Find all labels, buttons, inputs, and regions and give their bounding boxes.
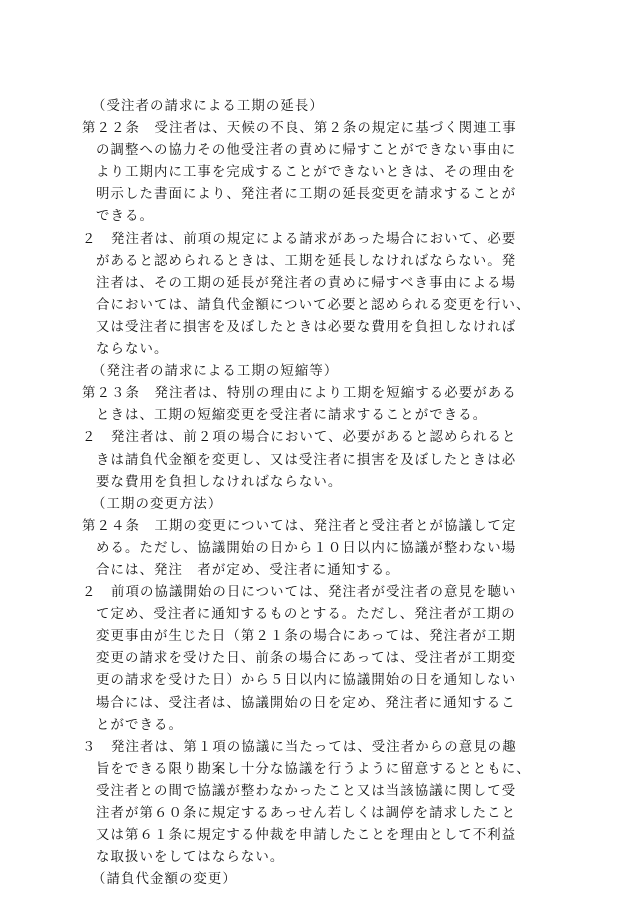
article-24-para-3-line: 受注者との間で協議が整わなかったこと又は当該協議に関して受	[96, 783, 517, 799]
article-23-para-2-line: 要な費用を負担しなければならない。	[96, 474, 343, 490]
article-24-para-3-line: 旨をできる限り勘案し十分な協議を行うように留意するとともに、	[96, 761, 531, 777]
article-23-para-2-line: ２ 発注者は、前２項の場合において、必要があると認められると	[82, 430, 517, 446]
article-24-para-2-line: 更の請求を受けた日）から５日以内に協議開始の日を通知しない	[96, 673, 517, 689]
caption-article-23: （発注者の請求による工期の短縮等）	[92, 364, 339, 380]
article-24-para-3-line: 又は第６１条に規定する仲裁を申請したことを理由として不利益	[96, 828, 517, 844]
caption-article-24: （工期の変更方法）	[92, 496, 223, 512]
article-24-para-2-line: て定め、受注者に通知するものとする。ただし、発注者が工期の	[96, 607, 516, 623]
article-22-para-2-line: ２ 発注者は、前項の規定による請求があった場合において、必要	[82, 231, 517, 247]
caption-article-22: （受注者の請求による工期の延長）	[92, 99, 324, 114]
article-24-para-2-line: 変更事由が生じた日（第２１条の場合にあっては、発注者が工期	[96, 629, 517, 645]
article-24-para-3-line: ３ 発注者は、第１項の協議に当たっては、受注者からの意見の趣	[82, 739, 517, 755]
article-22-line: 第２２条 受注者は、天候の不良、第２条の規定に基づく関連工事	[82, 121, 517, 137]
article-24-para-3-line: 注者が第６０条に規定するあっせん若しくは調停を請求したこと	[96, 806, 517, 821]
article-24-line: 第２４条 工期の変更については、発注者と受注者とが協議して定	[82, 518, 517, 534]
article-23-para-2-line: きは請負代金額を変更し、又は受注者に損害を及ぼしたときは必	[96, 452, 517, 468]
article-22-line: より工期内に工事を完成することができないときは、その理由を	[96, 165, 517, 181]
article-22-para-2-line: があると認められるときは、工期を延長しなければならない。発	[96, 253, 517, 269]
article-24-para-2-line: ２ 前項の協議開始の日については、発注者が受注者の意見を聴い	[82, 585, 517, 601]
contract-page	[0, 96, 630, 891]
article-22-para-2-line: 合においては、請負代金額について必要と認められる変更を行い、	[96, 297, 531, 313]
article-22-line: 明示した書面により、発注者に工期の延長変更を請求することが	[96, 187, 517, 203]
article-24-para-2-line: 場合には、受注者は、協議開始の日を定め、発注者に通知するこ	[96, 695, 516, 711]
article-22-line: の調整への協力その他受注者の責めに帰すことができない事由に	[96, 143, 517, 159]
article-24-line: 合には、発注 者が定め、受注者に通知する。	[96, 562, 400, 578]
caption-article-25: （請負代金額の変更）	[92, 872, 237, 888]
article-22-para-2-line: ならない。	[96, 342, 169, 358]
article-24-para-2-line: 変更の請求を受けた日、前条の場合にあっては、受注者が工期変	[96, 651, 517, 667]
article-22-para-2-line: 又は受注者に損害を及ぼしたときは必要な費用を負担しなければ	[96, 319, 517, 335]
article-23-line: 第２３条 発注者は、特別の理由により工期を短縮する必要がある	[82, 386, 517, 402]
article-24-para-2-line: とができる。	[96, 717, 183, 733]
article-24-line: める。ただし、協議開始の日から１０日以内に協議が整わない場	[96, 540, 517, 556]
article-22-para-2-line: 注者は、その工期の延長が発注者の責めに帰すべき事由による場	[96, 275, 516, 291]
article-23-line: ときは、工期の短縮変更を受注者に請求することができる。	[96, 408, 488, 424]
article-24-para-3-line: な取扱いをしてはならない。	[96, 850, 285, 866]
article-22-line: できる。	[96, 209, 154, 225]
